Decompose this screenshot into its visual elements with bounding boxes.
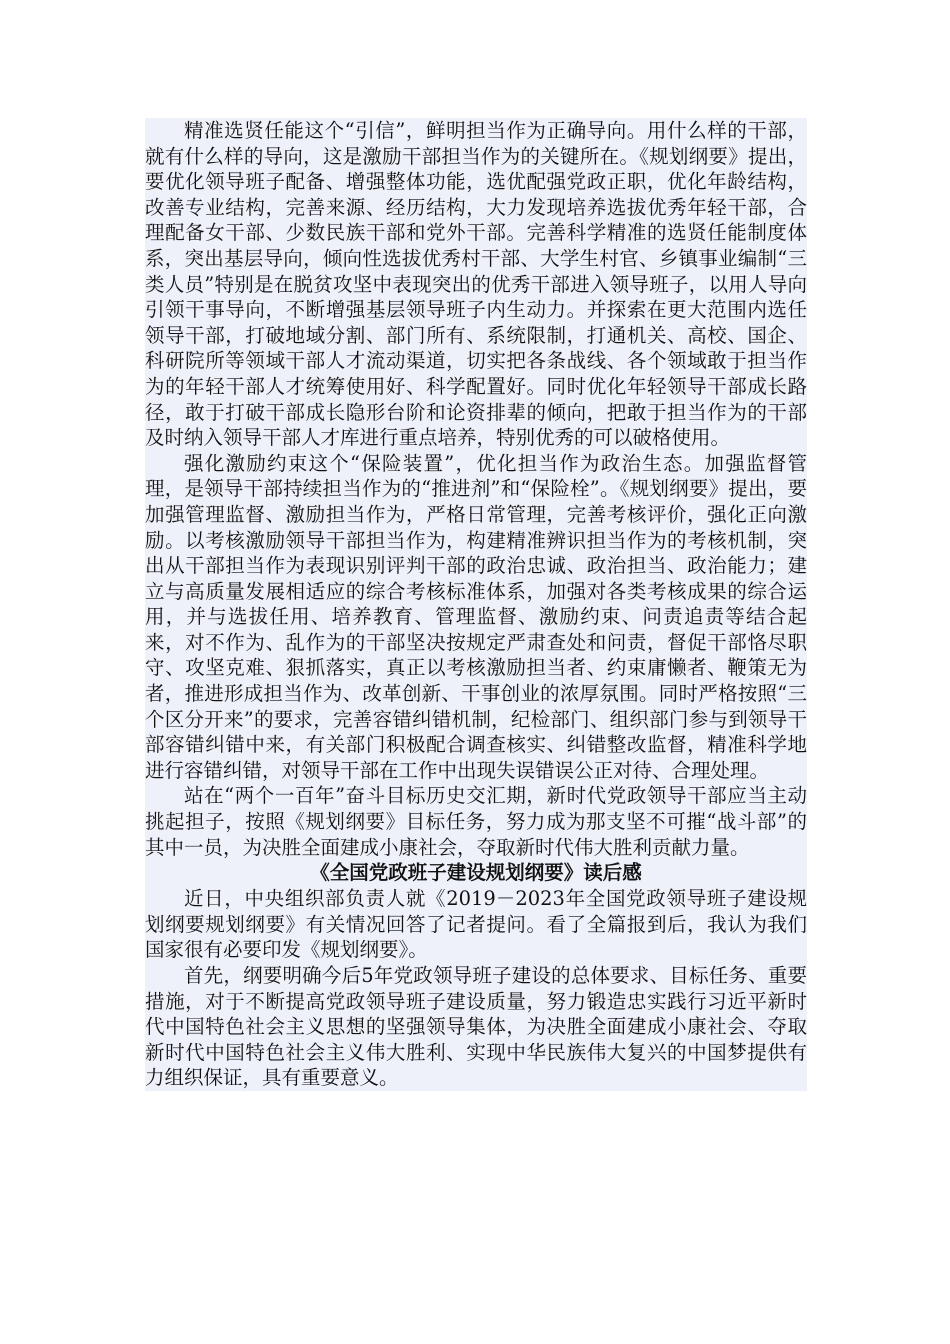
paragraph-selection-of-talent: 精准选贤任能这个“引信”，鲜明担当作为正确导向。用什么样的干部，就有什么样的导向，这是激励干部担当作为的关键所在。《规划纲要》提出，要优化领导班子配备、增强整体功能，选优配强党政正职，优化年龄结构，改善专业结构，完善来源、经历结构，大力发现培养选拔优秀年轻干部，合理配备女干部、少数民族干部和党外干部。完善科学精准的选贤任能制度体系，突出基层导向，倾向性选拔优秀村干部、大学生村官、乡镇事业编制“三类人员”特别是在脱贫攻坚中表现突出的优秀干部进入领导班子，以用人导向引领干事导向，不断增强基层领导班子内生动力。并探索在更大范围内选任领导干部，打破地域分割、部门所有、系统限制，打通机关、高校、国企、科研院所等领域干部人才流动渠道，切实把各条战线、各个领域敢于担当作为的年轻干部人才统筹使用好、科学配置好。同时优化年轻领导干部成长路径，敢于打破干部成长隐形台阶和论资排辈的倾向，把敢于担当作为的干部及时纳入领导干部人才库进行重点培养，特别优秀的可以破格使用。: [145, 119, 807, 450]
paragraph-first-point: 首先，纲要明确今后5年党政领导班子建设的总体要求、目标任务、重要措施，对于不断提高党政领导班子建设质量，努力锻造忠实践行习近平新时代中国特色社会主义思想的坚强领导集体，为决胜全面建成小康社会、夺取新时代中国特色社会主义伟大胜利、实现中华民族伟大复兴的中国梦提供有力组织保证，具有重要意义。: [145, 964, 807, 1090]
paragraph-intro: 近日，中央组织部负责人就《2019－2023年全国党政领导班子建设规划纲要规划纲要》有关情况回答了记者提问。看了全篇报到后，我认为我们国家很有必要印发《规划纲要》。: [145, 887, 807, 962]
paragraph-conclusion: 站在“两个一百年”奋斗目标历史交汇期，新时代党政领导干部应当主动挑起担子，按照《规划纲要》目标任务，努力成为那支坚不可摧“战斗部”的其中一员，为决胜全面建成小康社会，夺取新时代伟大胜利贡献力量。: [145, 784, 807, 859]
document-body: [145, 118, 807, 1091]
paragraph-incentive-constraint: 强化激励约束这个“保险装置”，优化担当作为政治生态。加强监督管理，是领导干部持续担当作为的“推进剂”和“保险栓”。《规划纲要》提出，要加强管理监督、激励担当作为，严格日常管理，完善考核评价，强化正向激励。以考核激励领导干部担当作为，构建精准辨识担当作为的考核机制，突出从干部担当作为表现识别评判干部的政治忠诚、政治担当、政治能力；建立与高质量发展相适应的综合考核标准体系，加强对各类考核成果的综合运用，并与选拔任用、培养教育、管理监督、激励约束、问责追责等结合起来，对不作为、乱作为的干部坚决按规定严肃查处和问责，督促干部恪尽职守、攻坚克难、狠抓落实，真正以考核激励担当者、约束庸懒者、鞭策无为者，推进形成担当作为、改革创新、干事创业的浓厚氛围。同时严格按照“三个区分开来”的要求，完善容错纠错机制，纪检部门、组织部门参与到领导干部容错纠错中来，有关部门积极配合调查核实、纠错整改监督，精准科学地进行容错纠错，对领导干部在工作中出现失误错误公正对待、合理处理。: [145, 451, 807, 782]
section-heading: 《全国党政班子建设规划纲要》读后感: [145, 860, 807, 886]
